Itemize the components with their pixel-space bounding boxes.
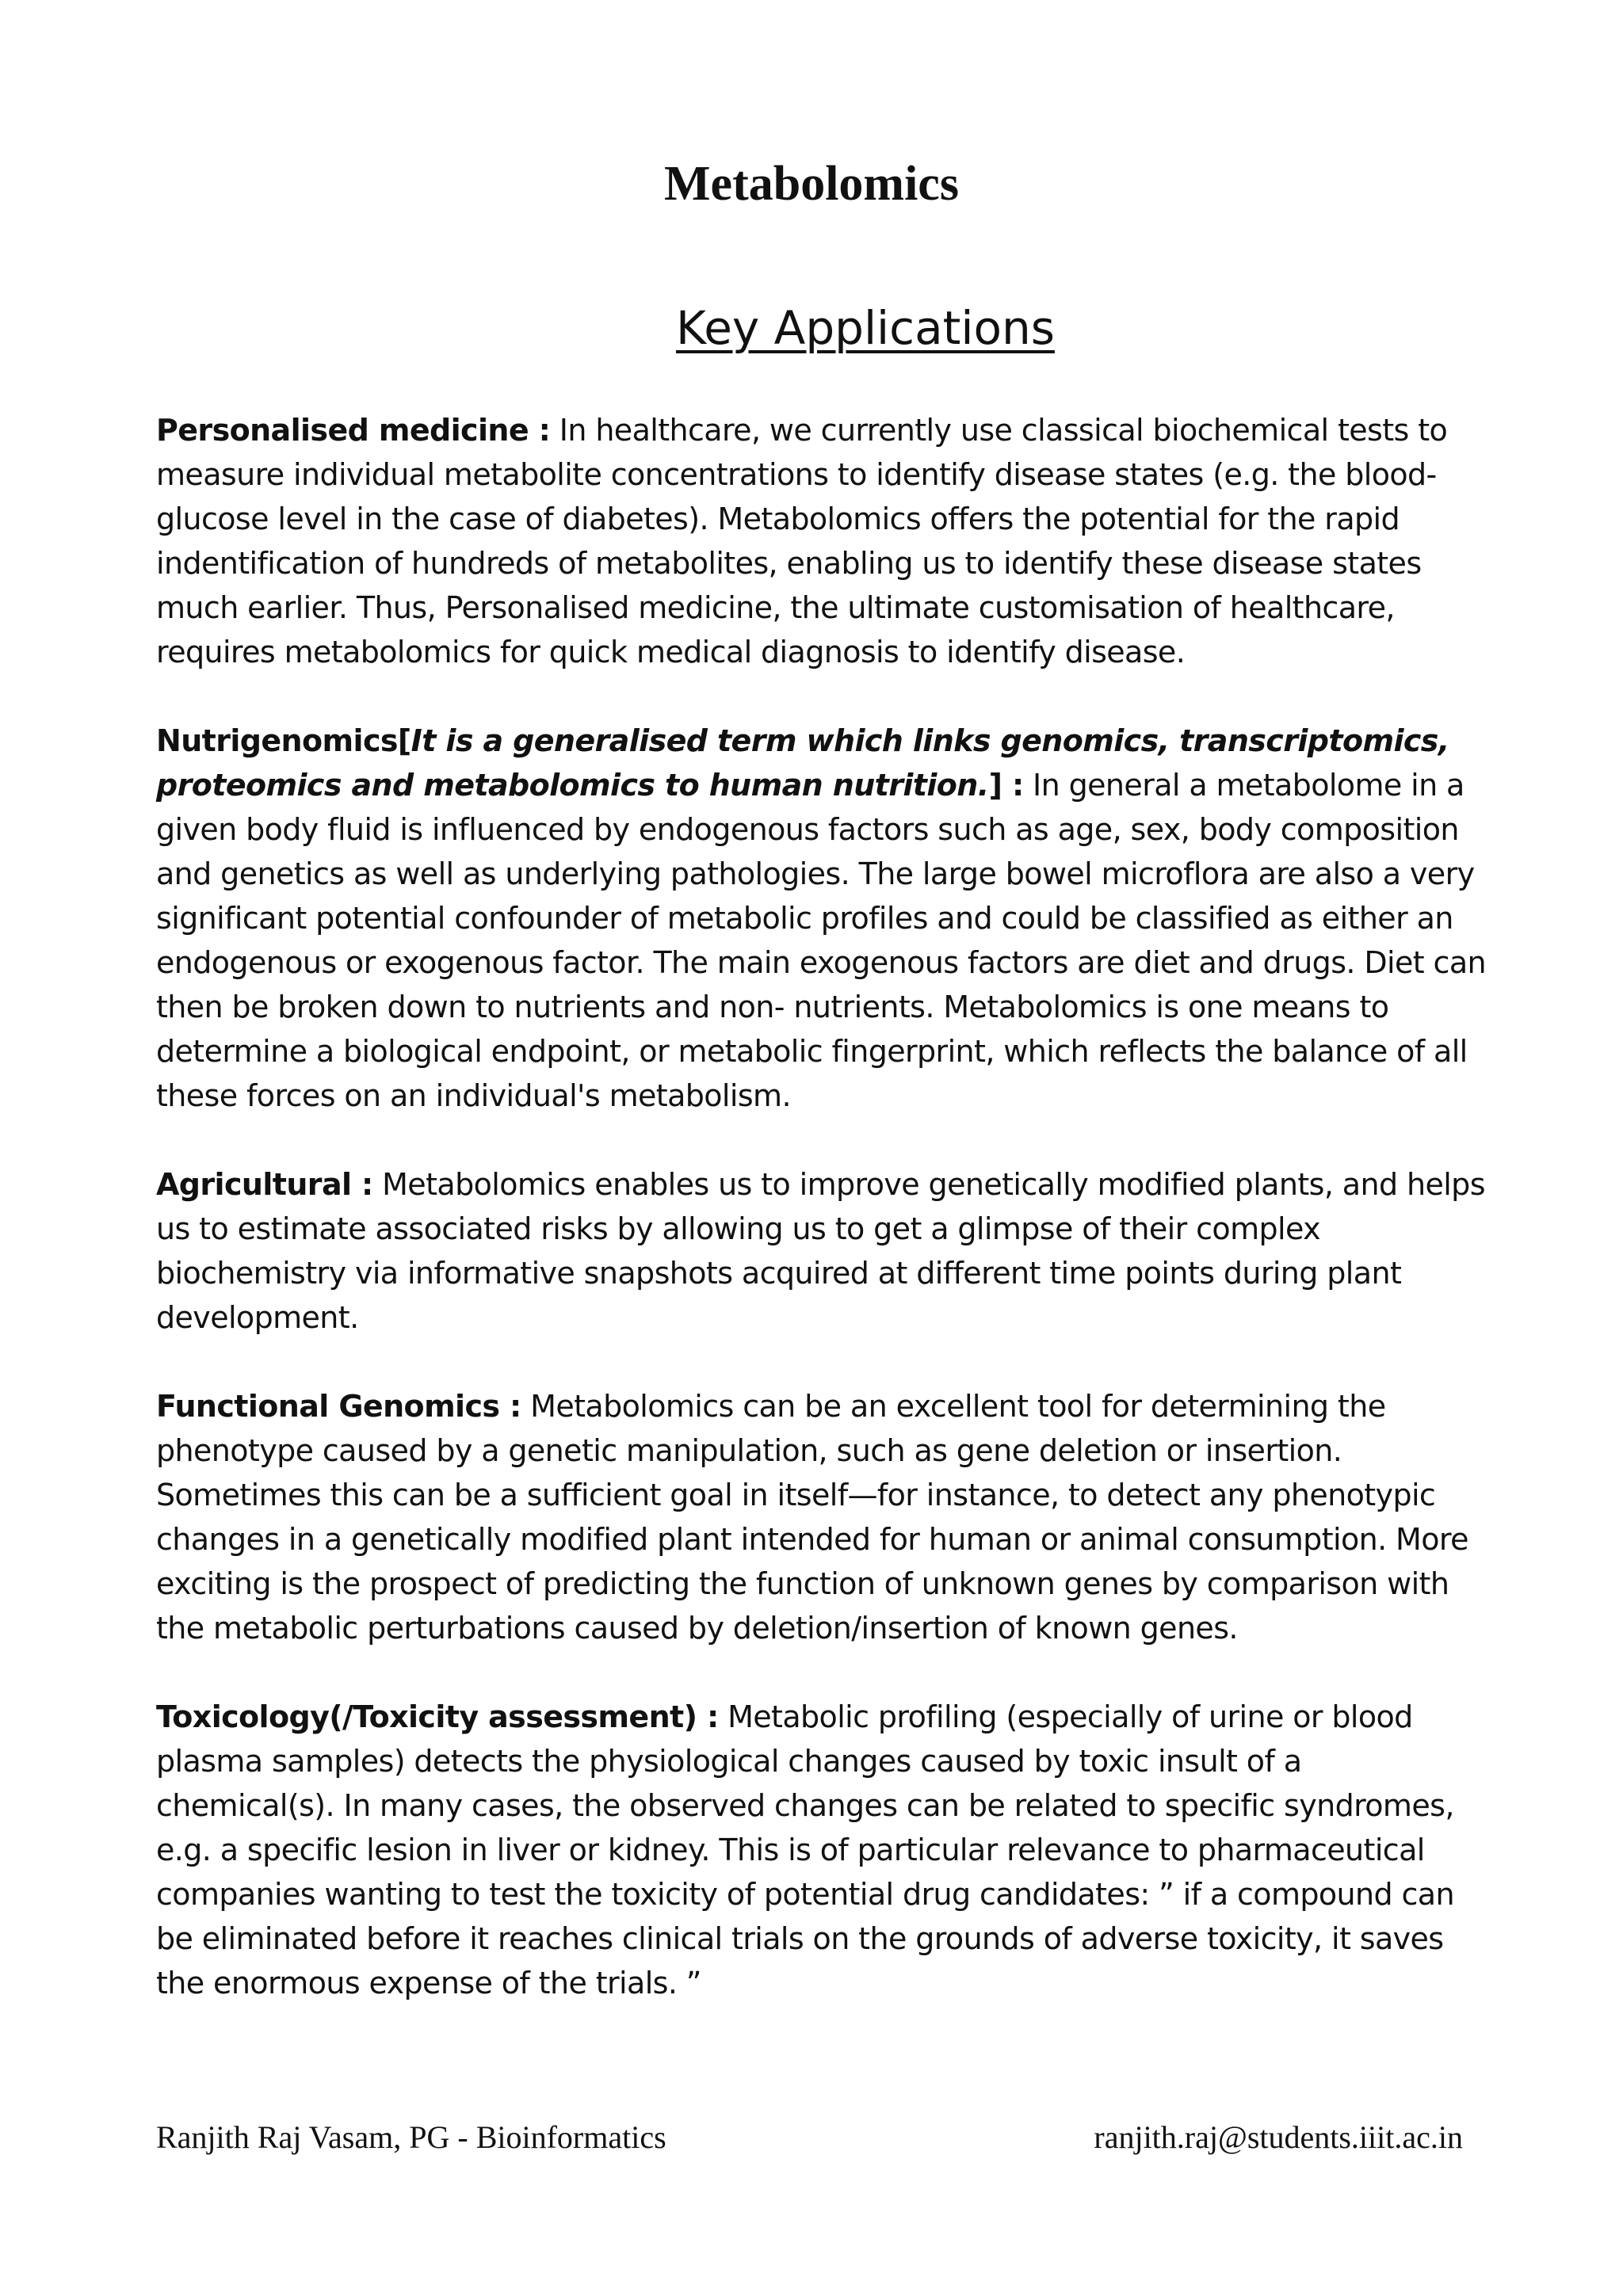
term-label-close: ] : — [988, 768, 1024, 803]
paragraph-text: In general a metabolome in a given body fluid is influenced by endogenous factors such as age, sex, body composition and genetics as well as underlying pathologies. The large bowel microflora are also a very significant potential confounder of metabolic profiles and could be classified as either an endogenous or exogenous factor. The main exogenous factors are diet and drugs. Diet can then be broken down to nutrients and non- nutrients. Metabolomics is one means to determine a biological endpoint, or metabolic fingerprint, which reflects the balance of all these forces on an individual's metabolism. — [156, 768, 1486, 1113]
footer-author: Ranjith Raj Vasam, PG - Bioinformatics — [156, 2119, 666, 2155]
paragraph-text: Metabolomics can be an excellent tool for determining the phenotype caused by a genetic manipulation, such as gene deletion or insertion. Sometimes this can be a sufficient goal in itself—for instance, to detect any phenotypic changes in a genetically modified plant intended for human or animal consumption. More exciting is the prospect of predicting the function of unknown genes by comparison with the metabolic perturbations caused by deletion/insertion of known genes. — [156, 1389, 1468, 1646]
paragraph-text: Metabolic profiling (especially of urine or blood plasma samples) detects the physiological changes caused by toxic insult of a chemical(s). In many cases, the observed changes can be related to specific syndromes, e.g. a specific lesion in liver or kidney. This is of particular relevance to pharmaceutical companies wanting to test the toxicity of potential drug candidates: ” if a compound can be eliminated before it reaches clinical trials on the grounds of adverse toxicity, it saves the enormous expense of the trials. ” — [156, 1699, 1454, 2000]
footer-email: ranjith.raj@students.iiit.ac.in — [1094, 2119, 1463, 2155]
term-label: Nutrigenomics[ — [156, 723, 411, 758]
paragraph-text: In healthcare, we currently use classical biochemical tests to measure individual metabolite concentrations to identify disease states (e.g. the blood-glucose level in the case of diabetes). Metabolomics offers the potential for the rapid indentification of hundreds of metabolites, enabling us to identify these disease states much earlier. Thus, Personalised medicine, the ultimate customisation of healthcare, requires metabolomics for quick medical diagnosis to identify disease. — [156, 413, 1448, 669]
paragraph-text: Metabolomics enables us to improve genetically modified plants, and helps us to estimate associated risks by allowing us to get a glimpse of their complex biochemistry via informative snapshots acquired at different time points during plant development. — [156, 1167, 1485, 1335]
term-label: Functional Genomics : — [156, 1389, 521, 1424]
paragraph-nutrigenomics — [156, 719, 1487, 1118]
document-body — [156, 408, 1487, 2050]
term-label: Agricultural : — [156, 1167, 373, 1202]
document-title: Metabolomics — [664, 157, 959, 211]
term-definition-note: It is a generalised term which links genomics, transcriptomics, proteomics and metabolomics to human nutrition. — [156, 723, 1449, 803]
paragraph-toxicology — [156, 1695, 1487, 2005]
paragraph-functional-genomics — [156, 1384, 1487, 1650]
term-label: Personalised medicine : — [156, 413, 551, 448]
section-heading: Key Applications — [676, 301, 1055, 355]
term-label: Toxicology(/Toxicity assessment) : — [156, 1699, 719, 1734]
paragraph-agricultural — [156, 1162, 1487, 1340]
paragraph-personalised-medicine — [156, 408, 1487, 674]
